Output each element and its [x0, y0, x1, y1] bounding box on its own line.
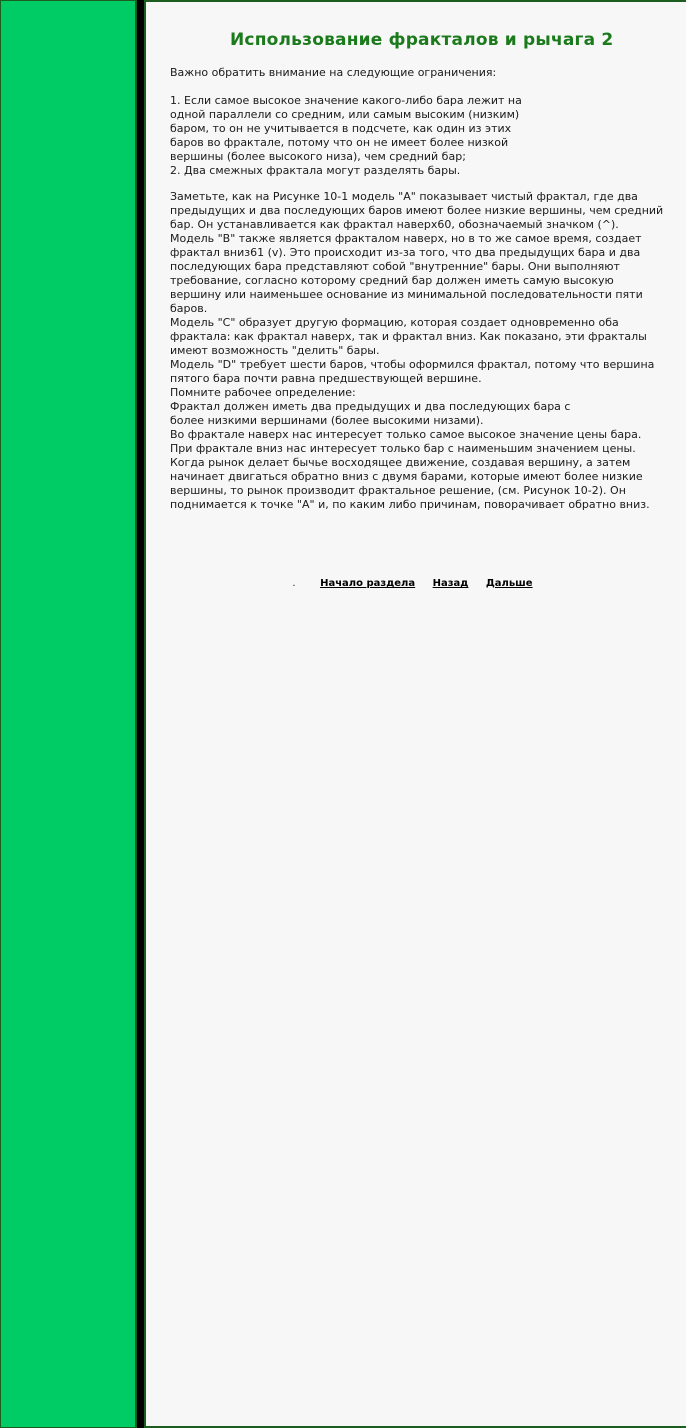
paragraph: Фрактал должен иметь два предыдущих и два последующих бара с [170, 400, 571, 413]
content-panel [144, 0, 686, 1428]
section-start-link[interactable]: Начало раздела [320, 578, 416, 589]
paragraph: Во фрактале наверх нас интересует только самое высокое значение цены бара. [170, 428, 642, 441]
back-link[interactable]: Назад [432, 578, 469, 589]
paragraph: Заметьте, как на Рисунке 10-1 модель "A" показывает чистый фрактал, где два предыдущих и два последующих баров имеют более низкие вершины, чем средний бар. Он устанавливается как фрактал наверх60, обозначаемый значком (^). [170, 190, 664, 231]
next-link[interactable]: Дальше [485, 578, 533, 589]
nav-dot: . [292, 578, 296, 589]
list-line: баров во фрактале, потому что он не имеет более низкой [170, 136, 509, 149]
list-line: одной параллели со средним, или самым высоким (низким) [170, 108, 520, 121]
intro-text: Важно обратить внимание на следующие ограничения: [170, 66, 497, 79]
paragraph: Когда рынок делает бычье восходящее движение, создавая вершину, а затем начинает двигаться обратно вниз с двумя барами, которые имеют более низкие вершины, то рынок производит фрактальное решение, (см. Рисунок 10-2). Он поднимается к точке "A" и, по каким либо причинам, поворачивает обратно вниз. [170, 456, 650, 511]
left-sidebar [0, 0, 137, 1428]
main-text [170, 190, 664, 512]
list-line: вершины (более высокого низа), чем средний бар; [170, 150, 466, 163]
list-line: 2. Два смежных фрактала могут разделять бары. [170, 164, 461, 177]
page-title: Использование фракталов и рычага 2 [230, 30, 614, 50]
paragraph: Модель "D" требует шести баров, чтобы оформился фрактал, потому что вершина пятого бара почти равна предшествующей вершине. [170, 358, 655, 385]
paragraph: Помните рабочее определение: [170, 386, 356, 399]
list-line: 1. Если самое высокое значение какого-либо бара лежит на [170, 94, 522, 107]
paragraph: более низкими вершинами (более высокими низами). [170, 414, 484, 427]
list-line: баром, то он не учитывается в подсчете, как один из этих [170, 122, 512, 135]
paragraph: При фрактале вниз нас интересует только бар с наименьшим значением цены. [170, 442, 636, 455]
constraints-list [170, 94, 540, 178]
page-navigation [146, 578, 686, 589]
paragraph: Модель "B" также является фракталом наверх, но в то же самое время, создает фрактал вниз61 (v). Это происходит из-за того, что два предыдущих бара и два последующих бара представляют собой "внутренние" бары. Они выполняют требование, согласно которому средний бар должен иметь самую высокую вершину или наименьшее основание из минимальной последовательности пяти баров. [170, 232, 643, 315]
paragraph: Модель "C" образует другую формацию, которая создает одновременно оба фрактала: как фрактал наверх, так и фрактал вниз. Как показано, эти фракталы имеют возможность "делить" бары. [170, 316, 647, 357]
